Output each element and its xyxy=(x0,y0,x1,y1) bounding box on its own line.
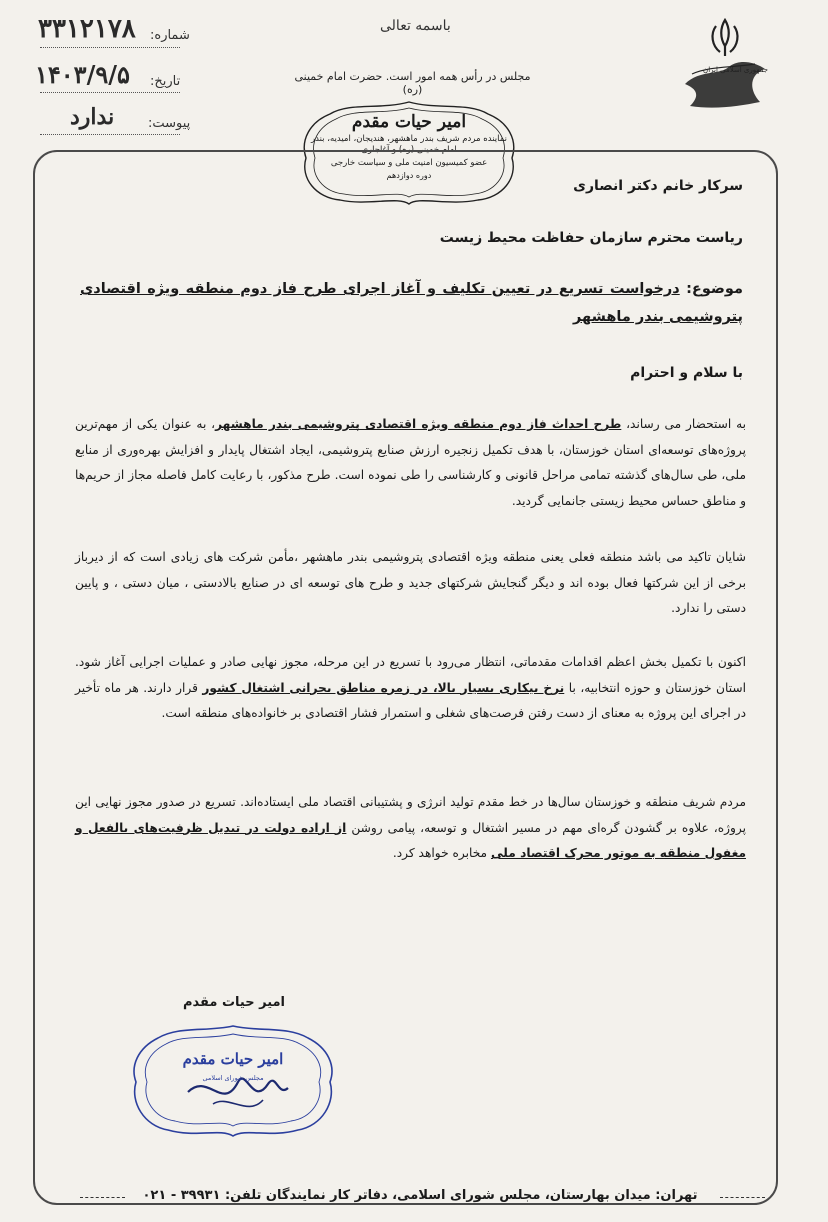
seal-committee: عضو کمیسیون امنیت ملی و سیاست خارجی xyxy=(330,158,488,168)
stamp-signature-icon xyxy=(128,1022,338,1142)
p3-highlight: نرخ بیکاری بسیار بالا، در زمره مناطق بحرانی اشتغال کشور xyxy=(202,680,565,695)
basmala: باسمه تعالی xyxy=(380,18,451,34)
seal-constituency: نماینده مردم شریف بندر ماهشهر، هندیجان، امیدیه، بندر امام خمینی (ره) و آغاجاری xyxy=(311,134,507,155)
letter-number: ۳۳۱۲۱۷۸ xyxy=(38,14,136,44)
footer-dash-right xyxy=(720,1196,765,1198)
paragraph-3 xyxy=(75,650,746,727)
recipient-title: ریاست محترم سازمان حفاظت محیط زیست xyxy=(439,230,743,246)
letter-date: ۱۴۰۳/۹/۵ xyxy=(35,60,130,89)
attachment-value: ندارد xyxy=(70,104,115,130)
seal-name: امیر حیات مقدم xyxy=(351,112,467,132)
p1-intro: به استحضار می رساند، xyxy=(621,417,747,431)
subject-text: درخواست تسریع در تعیین تکلیف و آغاز اجرای طرح فاز دوم منطقه ویژه اقتصادی پتروشیمی بندر ماهشهر xyxy=(80,281,743,325)
footer-address: تهران: میدان بهارستان، مجلس شورای اسلامی، دفاتر کار نمایندگان تلفن: ۳۹۹۳۱ - ۰۲۱ xyxy=(142,1188,698,1203)
p4-intro: مردم شریف منطقه و خوزستان سال‌ها در خط مقدم تولید انرژی و پشتیبانی اقتصاد ملی ایستاده‌اند. تسریع در صدور مجوز نهایی این پروژه، علاوه بر گشودن گره‌ای مهم در مسیر اشتغال و توسعه، پیامی روشن xyxy=(75,795,746,835)
greeting: با سلام و احترام xyxy=(630,365,743,381)
attachment-label: پیوست: xyxy=(148,116,191,131)
p3-intro: اکنون با تکمیل بخش اعظم اقدامات مقدماتی، انتظار می‌رود با تسریع در این مرحله، مجوز نهایی صادر و عملیات اجرایی آغاز شود. استان خوزستان و حوزه انتخابیه، با xyxy=(75,655,746,695)
p1-rest: ، به عنوان یکی از مهم‌ترین پروژه‌های توسعه‌ای استان خوزستان، با هدف تکمیل زنجیره ارزش صنایع پتروشیمی، ایجاد اشتغال پایدار و افزایش بهره‌وری از منابع ملی، طی سال‌های گذشته تمامی مراحل قانونی و کارشناسی را طی نموده است. طرح مذکور، با رعایت کامل فاصله مجاز از حریم‌ها و مناطق حساس محیط زیستی جانمایی گردید. xyxy=(75,417,746,508)
header-quote: مجلس در رأس همه امور است. حضرت امام خمینی (ره) xyxy=(294,70,531,96)
number-label: شماره: xyxy=(150,28,190,43)
recipient: سرکار خانم دکتر انصاری xyxy=(573,178,743,194)
stamp-title: مجلس شورای اسلامی xyxy=(202,1074,264,1082)
subject xyxy=(80,275,743,331)
number-dotted-line xyxy=(40,46,180,48)
p4-highlight: از اراده دولت در تبدیل ظرفیت‌های بالفعل و مغفول منطقه به موتور محرک اقتصاد ملی xyxy=(75,820,746,860)
paragraph-4 xyxy=(75,790,746,867)
parliament-emblem xyxy=(670,14,780,124)
seal-period: دوره دوازدهم xyxy=(386,171,432,180)
attachment-dotted-line xyxy=(40,133,180,135)
paragraph-2: شایان تاکید می باشد منطقه فعلی یعنی منطقه ویژه اقتصادی پتروشیمی بندر ماهشهر ،مأمن شرکت های زیادی است که از دیرباز برخی از این شرکتها فعال بوده اند و دیگر گنجایش شرکتهای جدید و طرح های توسعه ای در صنایع بالادستی ، میان دستی ، و پایین دستی را ندارد. xyxy=(75,550,746,615)
official-stamp xyxy=(128,1022,338,1142)
subject-label: موضوع: xyxy=(686,281,743,297)
stamp-name: امیر حیات مقدم xyxy=(182,1050,284,1068)
p4-rest: مخابره خواهد کرد. xyxy=(392,846,491,860)
paragraph-1 xyxy=(75,412,746,514)
emblem-caption: جمهوری اسلامی ایران xyxy=(703,66,768,74)
signer-name: امیر حیات مقدم xyxy=(183,995,286,1010)
date-label: تاریخ: xyxy=(150,74,181,89)
p1-highlight: طرح احداث فاز دوم منطقه ویژه اقتصادی پتروشیمی بندر ماهشهر xyxy=(215,417,622,431)
p3-rest: قرار دارند. هر ماه تأخیر در اجرای این پروژه به معنای از دست رفتن فرصت‌های شغلی و استمرار فشار اقتصادی بر خانواده‌های منطقه است. xyxy=(75,680,746,720)
date-dotted-line xyxy=(40,91,180,93)
